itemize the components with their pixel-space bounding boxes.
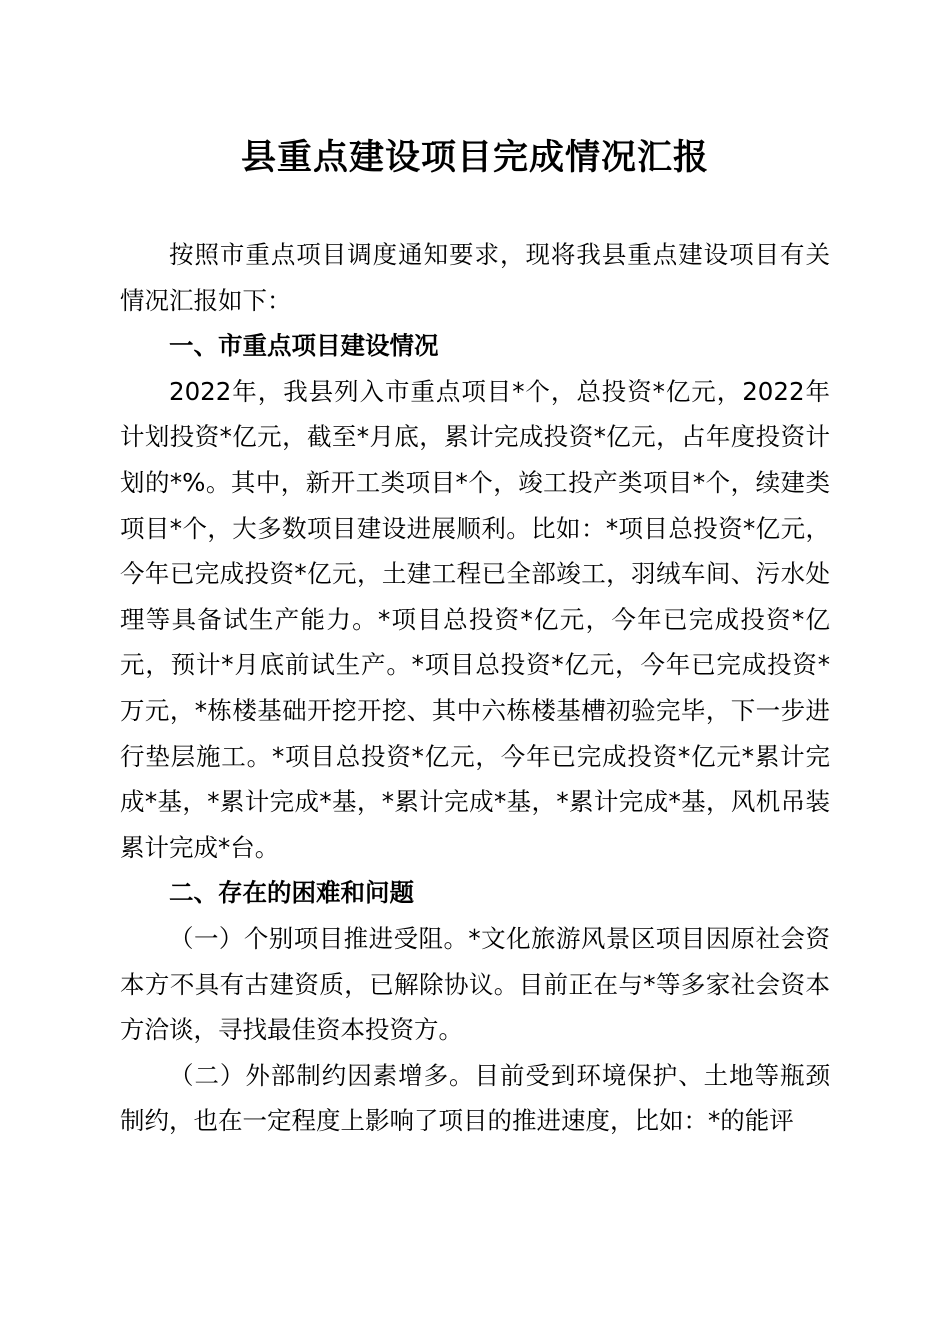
section2-item-2: （二）外部制约因素增多。目前受到环境保护、土地等瓶颈制约，也在一定程度上影响了项目的推进速度，比如：*的能评 [120, 1060, 830, 1136]
document-title: 县重点建设项目完成情况汇报 [240, 137, 709, 178]
section2-item-1: （一）个别项目推进受阻。*文化旅游风景区项目因原社会资本方不具有古建资质，已解除协议。目前正在与*等多家社会资本方洽谈，寻找最佳资本投资方。 [120, 923, 830, 1045]
section-heading-1: 一、市重点项目建设情况 [169, 331, 439, 361]
document-body [120, 232, 830, 1144]
intro-paragraph: 按照市重点项目调度通知要求，现将我县重点建设项目有关情况汇报如下： [120, 240, 830, 315]
section-heading-2: 二、存在的困难和问题 [169, 878, 414, 908]
section1-paragraph: 2022年，我县列入市重点项目*个，总投资*亿元，2022年计划投资*亿元，截至*月底，累计完成投资*亿元，占年度投资计划的*%。其中，新开工类项目*个，竣工投产类项目*个，续建类项目*个，大多数项目建设进展顺利。比如：*项目总投资*亿元，今年已完成投资*亿元，土建工程已全部竣工，羽绒车间、污水处理等具备试生产能力。*项目总投资*亿元，今年已完成投资*亿元，预计*月底前试生产。*项目总投资*亿元，今年已完成投资*万元，*栋楼基础开挖开挖、其中六栋楼基槽初验完毕，下一步进行垫层施工。*项目总投资*亿元，今年已完成投资*亿元*累计完成*基，*累计完成*基，*累计完成*基，*累计完成*基，风机吊装累计完成*台。 [120, 376, 830, 862]
